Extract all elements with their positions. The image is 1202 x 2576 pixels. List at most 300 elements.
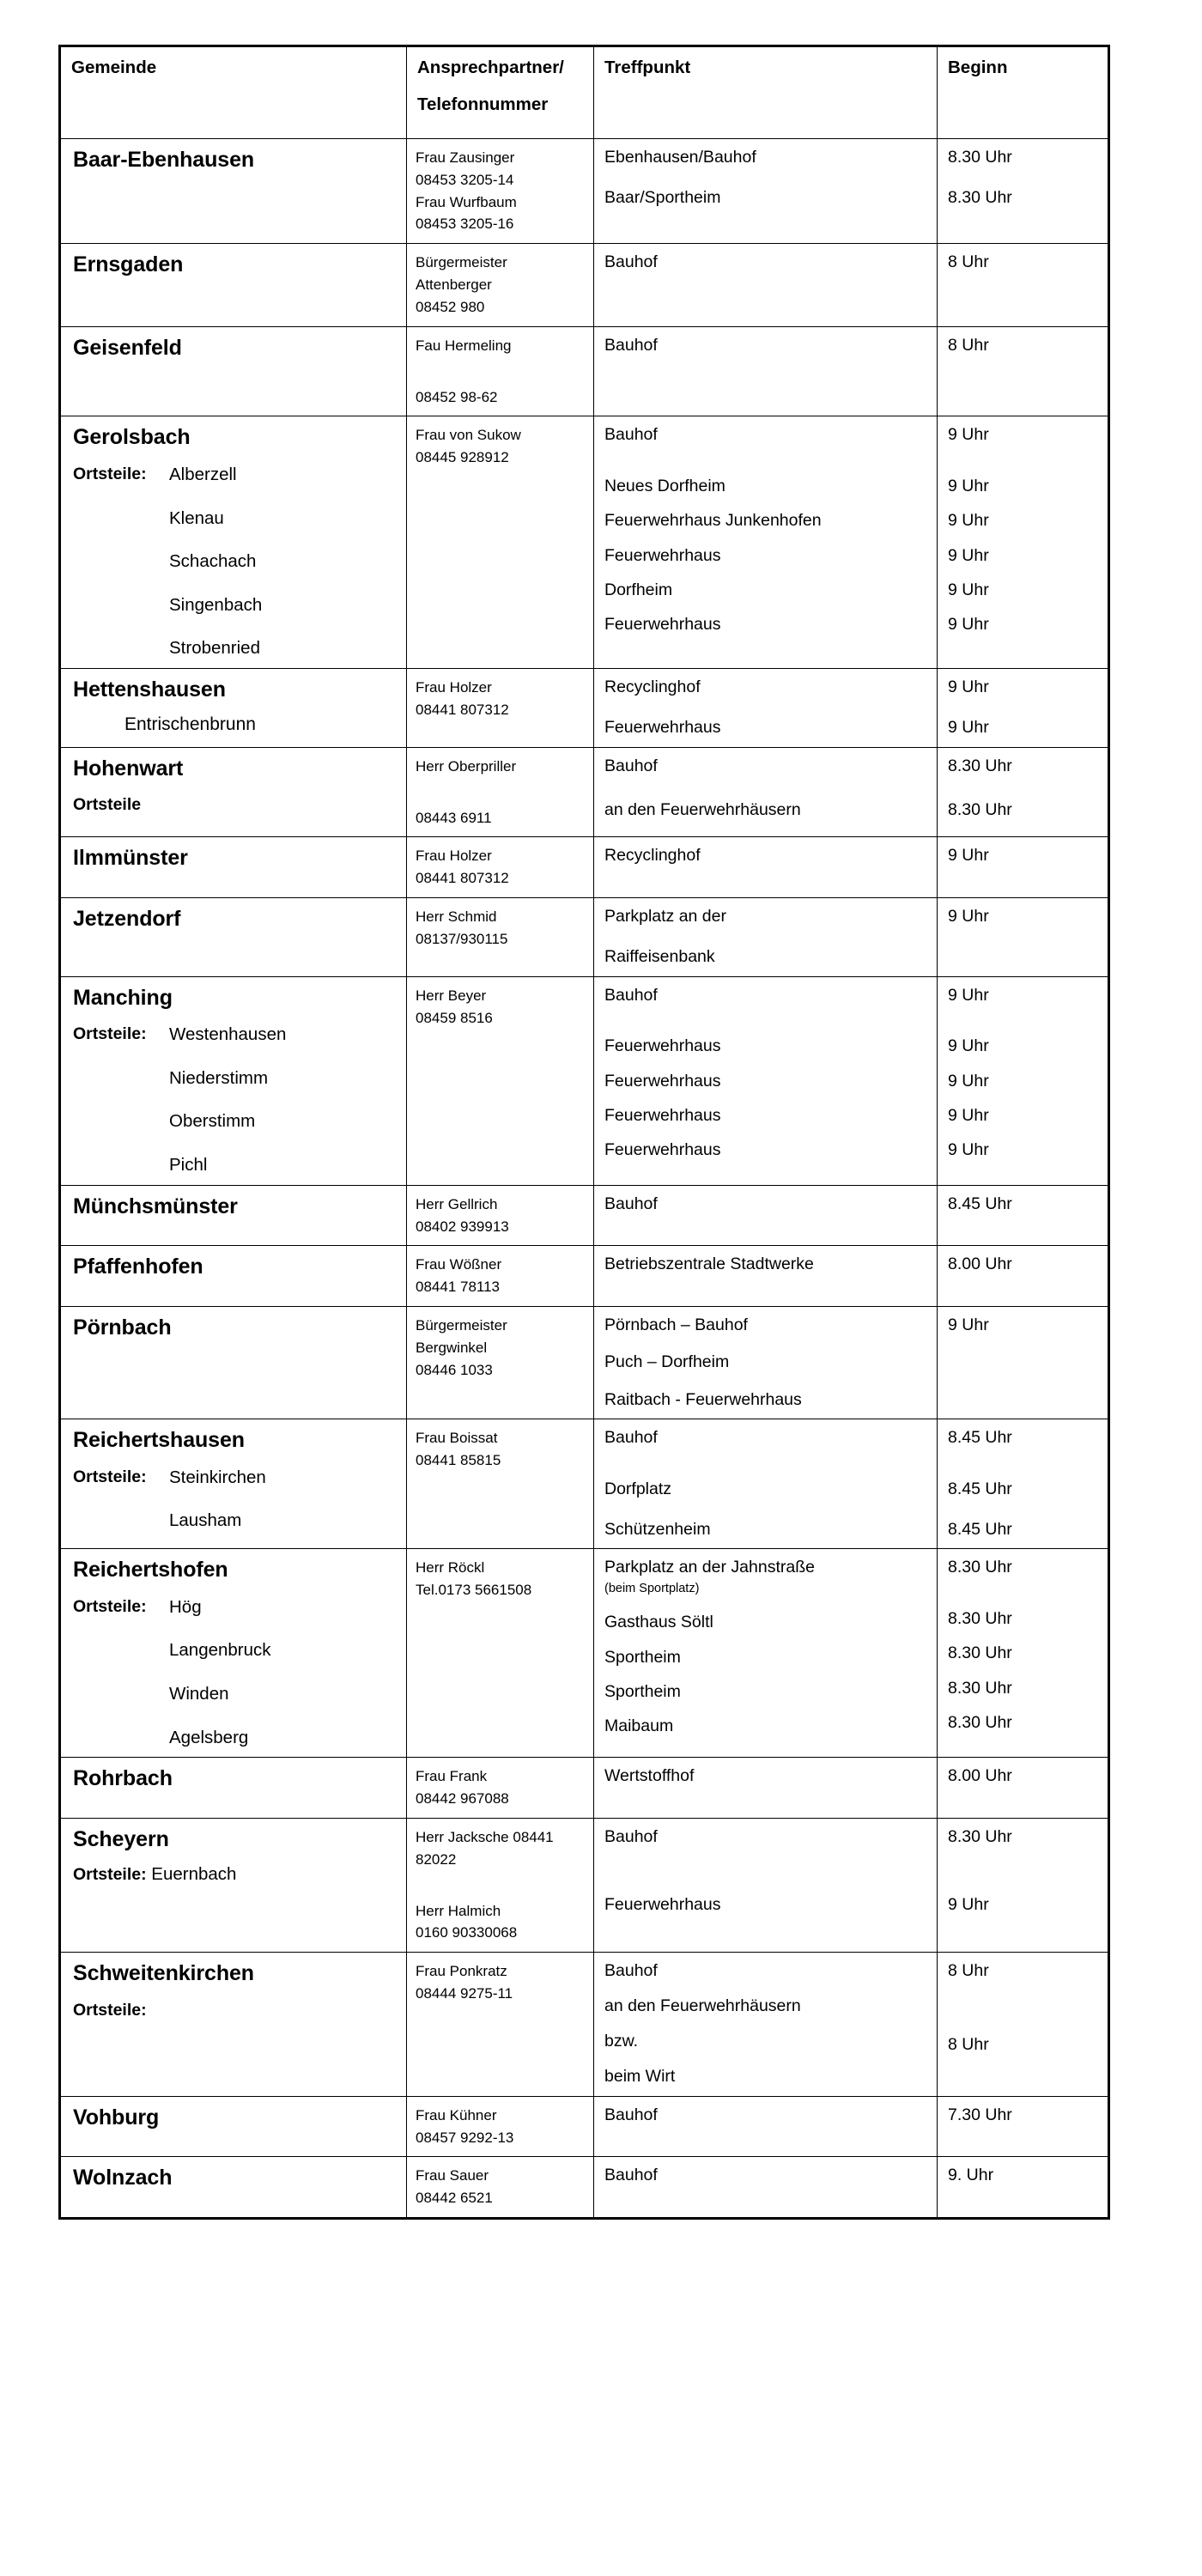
cell-treffpunkt xyxy=(594,1818,938,1952)
cell-ansprechpartner xyxy=(407,2096,594,2157)
treffpunkt-line: Maibaum xyxy=(604,1716,674,1736)
cell-gemeinde xyxy=(60,326,407,416)
gemeinde-name: Gerolsbach xyxy=(73,425,191,450)
beginn-line: 9 Uhr xyxy=(948,907,989,927)
ortsteil-row xyxy=(73,1024,399,1046)
cell-ansprechpartner xyxy=(407,1246,594,1307)
cell-gemeinde xyxy=(60,1953,407,2097)
table-row xyxy=(60,1246,1109,1307)
ortsteile-label: Ortsteile: xyxy=(73,1024,147,1044)
cell-gemeinde xyxy=(60,244,407,326)
cell-ansprechpartner xyxy=(407,416,594,668)
gemeinde-name: Ilmmünster xyxy=(73,846,188,871)
gemeinde-name: Ernsgaden xyxy=(73,252,184,277)
beginn-line: 8.30 Uhr xyxy=(948,188,1012,208)
ortsteil-row xyxy=(73,508,399,530)
beginn-line: 9 Uhr xyxy=(948,1315,989,1334)
treffpunkt-line: Bauhof xyxy=(604,1428,658,1448)
treffpunkt-line: Parkplatz an der Jahnstraße xyxy=(604,1558,815,1577)
header-row xyxy=(60,46,1109,139)
treffpunkt-line: Recyclinghof xyxy=(604,846,701,866)
ortsteile-label: Ortsteile xyxy=(73,795,142,815)
beginn-line: 9 Uhr xyxy=(948,545,989,565)
contact-line: 08453 3205-14 xyxy=(416,171,514,188)
gemeinde-name: Rohrbach xyxy=(73,1766,173,1791)
table-row xyxy=(60,1549,1109,1758)
cell-treffpunkt xyxy=(594,668,938,747)
treffpunkt-line: Feuerwehrhaus Junkenhofen xyxy=(604,511,822,531)
beginn-line: 7.30 Uhr xyxy=(948,2105,1012,2124)
gemeinde-name: Jetzendorf xyxy=(73,907,181,932)
cell-ansprechpartner xyxy=(407,1419,594,1549)
table-body xyxy=(60,139,1109,2219)
contact-line: Attenberger xyxy=(416,276,492,294)
gemeinde-subname: Entrischenbrunn xyxy=(124,714,256,735)
contact-line: 08446 1033 xyxy=(416,1361,493,1378)
beginn-line: 9 Uhr xyxy=(948,718,989,738)
treffpunkt-line: Sportheim xyxy=(604,1647,681,1667)
cell-gemeinde xyxy=(60,1549,407,1758)
beginn-line: 9 Uhr xyxy=(948,1140,989,1160)
cell-beginn xyxy=(938,1306,1109,1419)
cell-ansprechpartner xyxy=(407,976,594,1185)
cell-ansprechpartner xyxy=(407,1306,594,1419)
cell-gemeinde xyxy=(60,1818,407,1952)
beginn-line: 8.45 Uhr xyxy=(948,1428,1012,1448)
ortsteil-row xyxy=(73,1597,399,1619)
table-row xyxy=(60,139,1109,244)
table-row xyxy=(60,837,1109,898)
treffpunkt-line: Feuerwehrhaus xyxy=(604,1071,721,1091)
table-row xyxy=(60,326,1109,416)
beginn-line: 8.30 Uhr xyxy=(948,1826,1012,1846)
column-header-beginn: Beginn xyxy=(948,58,1008,77)
beginn-line: 9 Uhr xyxy=(948,1105,989,1125)
ortsteil-row xyxy=(73,1684,399,1705)
contact-line: 08441 807312 xyxy=(416,701,509,718)
cell-beginn xyxy=(938,2157,1109,2219)
contact-line: 08442 967088 xyxy=(416,1790,509,1807)
treffpunkt-note: (beim Sportplatz) xyxy=(604,1581,700,1595)
cell-ansprechpartner xyxy=(407,1818,594,1952)
cell-ansprechpartner xyxy=(407,747,594,837)
treffpunkt-line: Schützenheim xyxy=(604,1519,711,1539)
cell-ansprechpartner xyxy=(407,668,594,747)
ortsteile-label: Ortsteile: xyxy=(73,464,147,483)
beginn-line: 8.45 Uhr xyxy=(948,1194,1012,1213)
contact-line: Herr Halmich xyxy=(416,1902,501,1919)
beginn-line: 8.30 Uhr xyxy=(948,756,1012,775)
ortsteil-name: Steinkirchen xyxy=(169,1467,266,1487)
beginn-line: 9 Uhr xyxy=(948,615,989,635)
gemeinde-name: Hettenshausen xyxy=(73,677,226,702)
table-row xyxy=(60,416,1109,668)
header-cell-beginn xyxy=(938,46,1109,139)
table-header xyxy=(60,46,1109,139)
treffpunkt-line: Bauhof xyxy=(604,985,658,1005)
ortsteil-row xyxy=(73,1155,399,1176)
treffpunkt-line: Sportheim xyxy=(604,1681,681,1701)
header-cell-gemeinde xyxy=(60,46,407,139)
cell-ansprechpartner xyxy=(407,139,594,244)
cell-beginn xyxy=(938,1758,1109,1819)
cell-ansprechpartner xyxy=(407,1758,594,1819)
treffpunkt-line: Betriebszentrale Stadtwerke xyxy=(604,1255,814,1274)
treffpunkt-line: Neues Dorfheim xyxy=(604,476,725,495)
contact-line: 08452 98-62 xyxy=(416,388,498,405)
cell-gemeinde xyxy=(60,976,407,1185)
cell-gemeinde xyxy=(60,2157,407,2219)
cell-treffpunkt xyxy=(594,837,938,898)
beginn-line: 8.45 Uhr xyxy=(948,1519,1012,1539)
cell-treffpunkt xyxy=(594,747,938,837)
cell-gemeinde xyxy=(60,1185,407,1246)
treffpunkt-line: Wertstoffhof xyxy=(604,1766,695,1786)
cell-beginn xyxy=(938,1419,1109,1549)
treffpunkt-line: Bauhof xyxy=(604,1961,658,1981)
contact-line: Herr Jacksche 08441 xyxy=(416,1828,554,1845)
contact-line: Frau Holzer xyxy=(416,678,492,696)
cell-beginn xyxy=(938,747,1109,837)
header-cell-ansprechpartner xyxy=(407,46,594,139)
treffpunkt-line: Puch – Dorfheim xyxy=(604,1352,730,1372)
cell-treffpunkt xyxy=(594,1185,938,1246)
table-row xyxy=(60,898,1109,977)
cell-gemeinde xyxy=(60,898,407,977)
cell-ansprechpartner xyxy=(407,1953,594,2097)
ortsteil-name: Agelsberg xyxy=(169,1727,249,1747)
ortsteil-name: Oberstimm xyxy=(169,1111,256,1132)
cell-treffpunkt xyxy=(594,2157,938,2219)
treffpunkt-line: Bauhof xyxy=(604,1826,658,1846)
cell-beginn xyxy=(938,2096,1109,2157)
cell-gemeinde xyxy=(60,2096,407,2157)
ortsteile-list xyxy=(73,1024,399,1176)
gemeinde-name: Pfaffenhofen xyxy=(73,1255,203,1279)
treffpunkt-line: Bauhof xyxy=(604,1194,658,1213)
contact-line: Herr Oberpriller xyxy=(416,757,517,775)
ortsteil-row xyxy=(73,1728,399,1749)
beginn-line: 8 Uhr xyxy=(948,1961,989,1981)
contact-line: 08443 6911 xyxy=(416,809,492,826)
cell-beginn xyxy=(938,326,1109,416)
cell-ansprechpartner xyxy=(407,898,594,977)
treffpunkt-line: bzw. xyxy=(604,2031,639,2050)
table-row xyxy=(60,2096,1109,2157)
ortsteil-name: Lausham xyxy=(169,1510,242,1531)
beginn-line: 8.30 Uhr xyxy=(948,148,1012,167)
ortsteile-inline xyxy=(73,1864,399,1886)
gemeinde-name: Reichertshausen xyxy=(73,1428,245,1453)
ortsteil-row xyxy=(73,1467,399,1489)
contact-line: Bürgermeister xyxy=(416,1316,507,1334)
gemeinde-name: Manching xyxy=(73,985,173,1010)
contact-line: Frau Sauer xyxy=(416,2167,489,2184)
cell-beginn xyxy=(938,1185,1109,1246)
treffpunkt-line: Feuerwehrhaus xyxy=(604,545,721,565)
beginn-line: 8.30 Uhr xyxy=(948,1712,1012,1732)
beginn-line: 8.00 Uhr xyxy=(948,1255,1012,1274)
table-row xyxy=(60,1185,1109,1246)
ortsteil-name: Niederstimm xyxy=(169,1067,269,1088)
cell-treffpunkt xyxy=(594,1758,938,1819)
ortsteile-label: Ortsteile: xyxy=(73,1596,147,1616)
cell-gemeinde xyxy=(60,1758,407,1819)
ortsteile-label: Ortsteile: xyxy=(73,2000,147,2020)
cell-beginn xyxy=(938,668,1109,747)
treffpunkt-line: Feuerwehrhaus xyxy=(604,718,721,738)
column-header-gemeinde: Gemeinde xyxy=(71,58,157,77)
table-row xyxy=(60,976,1109,1185)
gemeinde-name: Pörnbach xyxy=(73,1315,172,1340)
cell-treffpunkt xyxy=(594,326,938,416)
contact-line: Herr Röckl xyxy=(416,1559,485,1577)
contact-line: Frau Boissat xyxy=(416,1430,498,1447)
cell-ansprechpartner xyxy=(407,2157,594,2219)
ortsteile-label xyxy=(73,1510,169,1532)
cell-treffpunkt xyxy=(594,976,938,1185)
treffpunkt-line: beim Wirt xyxy=(604,2067,676,2087)
ortsteil-row xyxy=(73,1640,399,1662)
treffpunkt-line: Feuerwehrhaus xyxy=(604,1140,721,1160)
ortsteile-list xyxy=(73,465,399,659)
treffpunkt-line: Bauhof xyxy=(604,335,658,355)
cell-beginn xyxy=(938,976,1109,1185)
cell-ansprechpartner xyxy=(407,326,594,416)
contact-line: 08442 6521 xyxy=(416,2190,493,2207)
ortsteil-name: Winden xyxy=(169,1684,229,1704)
cell-gemeinde xyxy=(60,668,407,747)
contact-line: 0160 90330068 xyxy=(416,1924,518,1941)
gemeinde-name: Vohburg xyxy=(73,2105,160,2129)
treffpunkt-line: Bauhof xyxy=(604,2105,658,2124)
ortsteil-name: Euernbach xyxy=(146,1864,237,1885)
beginn-line: 9 Uhr xyxy=(948,1895,989,1915)
cell-beginn xyxy=(938,898,1109,977)
cell-gemeinde xyxy=(60,837,407,898)
ortsteile-label: Ortsteile: xyxy=(73,1467,147,1486)
cell-gemeinde xyxy=(60,416,407,668)
contact-line: Frau Zausinger xyxy=(416,149,515,166)
treffpunkt-line: Gasthaus Söltl xyxy=(604,1613,713,1632)
ortsteil-name: Singenbach xyxy=(169,594,263,615)
treffpunkt-line: Feuerwehrhaus xyxy=(604,1105,721,1125)
ortsteil-row xyxy=(73,595,399,617)
header-cell-treffpunkt xyxy=(594,46,938,139)
treffpunkt-line: Feuerwehrhaus xyxy=(604,1036,721,1056)
ortsteil-name: Pichl xyxy=(169,1155,208,1176)
contact-line: Frau Frank xyxy=(416,1768,488,1785)
gemeinde-name: Münchsmünster xyxy=(73,1194,238,1218)
treffpunkt-line: Bauhof xyxy=(604,756,658,775)
beginn-line: 8.30 Uhr xyxy=(948,1608,1012,1628)
beginn-line: 9 Uhr xyxy=(948,677,989,696)
contact-line: 08452 980 xyxy=(416,298,485,315)
cell-ansprechpartner xyxy=(407,837,594,898)
ortsteile-list xyxy=(73,1597,399,1748)
gemeinde-name: Hohenwart xyxy=(73,756,184,781)
contact-line: Frau Wurfbaum xyxy=(416,193,517,210)
contact-line: 82022 xyxy=(416,1850,457,1868)
ortsteil-row xyxy=(73,1068,399,1090)
beginn-line: 9. Uhr xyxy=(948,2166,994,2185)
ortsteil-row xyxy=(73,1510,399,1532)
ortsteil-name: Strobenried xyxy=(169,638,260,659)
contact-spacer xyxy=(416,778,586,807)
table-row xyxy=(60,747,1109,837)
beginn-line: 8.30 Uhr xyxy=(948,1678,1012,1698)
cell-ansprechpartner xyxy=(407,1185,594,1246)
column-header-ansprechpartner-line2: Telefonnummer xyxy=(417,94,549,114)
treffpunkt-line: Bauhof xyxy=(604,2166,658,2185)
beginn-line: 9 Uhr xyxy=(948,580,989,600)
table-row xyxy=(60,1758,1109,1819)
ortsteile-label xyxy=(73,595,169,617)
beginn-line: 8.30 Uhr xyxy=(948,1643,1012,1663)
cell-beginn xyxy=(938,139,1109,244)
cell-gemeinde xyxy=(60,1246,407,1307)
table-row xyxy=(60,668,1109,747)
contact-spacer xyxy=(416,357,586,386)
cell-beginn xyxy=(938,1818,1109,1952)
gemeinde-name: Schweitenkirchen xyxy=(73,1961,254,1986)
cell-gemeinde xyxy=(60,1419,407,1549)
treffpunkt-line: Dorfheim xyxy=(604,580,673,600)
treffpunkt-line: Baar/Sportheim xyxy=(604,188,721,208)
cell-ansprechpartner xyxy=(407,1549,594,1758)
contact-line: 08441 85815 xyxy=(416,1451,501,1468)
treffpunkt-line: Bauhof xyxy=(604,252,658,272)
cell-treffpunkt xyxy=(594,139,938,244)
contact-line: 08457 9292-13 xyxy=(416,2129,514,2146)
ortsteil-row xyxy=(73,1111,399,1133)
gemeinde-name: Reichertshofen xyxy=(73,1558,228,1583)
ortsteile-label xyxy=(73,1111,169,1133)
treffpunkt-line: Raiffeisenbank xyxy=(604,947,715,967)
beginn-line: 9 Uhr xyxy=(948,846,989,866)
contact-line: Frau Holzer xyxy=(416,848,492,865)
beginn-line: 8.30 Uhr xyxy=(948,800,1012,820)
cell-treffpunkt xyxy=(594,898,938,977)
table-row xyxy=(60,2157,1109,2219)
beginn-line: 8 Uhr xyxy=(948,335,989,355)
contact-line: Herr Schmid xyxy=(416,908,497,926)
contact-line: Frau Kühner xyxy=(416,2106,497,2123)
cell-gemeinde xyxy=(60,139,407,244)
ortsteil-name: Klenau xyxy=(169,507,224,528)
treffpunkt-line: Parkplatz an der xyxy=(604,907,726,927)
gemeinde-name: Wolnzach xyxy=(73,2166,173,2190)
ortsteile-label xyxy=(73,1068,169,1090)
cell-beginn xyxy=(938,1246,1109,1307)
contact-line: Frau Ponkratz xyxy=(416,1963,507,1980)
beginn-line: 8.00 Uhr xyxy=(948,1766,1012,1786)
beginn-line: 9 Uhr xyxy=(948,511,989,531)
table-row xyxy=(60,1818,1109,1952)
contact-line: 08441 807312 xyxy=(416,870,509,887)
ortsteil-name: Hög xyxy=(169,1596,202,1617)
contact-line: 08445 928912 xyxy=(416,449,509,466)
treffpunkt-line: Pörnbach – Bauhof xyxy=(604,1315,748,1334)
treffpunkt-line: Feuerwehrhaus xyxy=(604,615,721,635)
ortsteile-label xyxy=(73,1155,169,1176)
column-header-ansprechpartner-line1: Ansprechpartner/ xyxy=(417,58,564,77)
gemeinde-name: Baar-Ebenhausen xyxy=(73,148,255,172)
beginn-line: 9 Uhr xyxy=(948,476,989,495)
cell-treffpunkt xyxy=(594,416,938,668)
beginn-line: 8 Uhr xyxy=(948,252,989,272)
contact-line: Frau von Sukow xyxy=(416,427,521,444)
column-header-treffpunkt: Treffpunkt xyxy=(604,58,691,77)
ortsteil-name: Schachach xyxy=(169,551,257,572)
treffpunkt-line: Ebenhausen/Bauhof xyxy=(604,148,756,167)
cell-beginn xyxy=(938,837,1109,898)
cell-gemeinde xyxy=(60,1306,407,1419)
contact-line: 08402 939913 xyxy=(416,1218,509,1235)
contact-line: 08444 9275-11 xyxy=(416,1985,513,2002)
beginn-line: 9 Uhr xyxy=(948,1071,989,1091)
treffpunkt-line: Raitbach - Feuerwehrhaus xyxy=(604,1389,802,1409)
treffpunkt-line: Feuerwehrhaus xyxy=(604,1895,721,1915)
ortsteil-name: Alberzell xyxy=(169,464,237,484)
cell-treffpunkt xyxy=(594,2096,938,2157)
ortsteile-label xyxy=(73,1728,169,1749)
ortsteile-label xyxy=(73,551,169,573)
table-row xyxy=(60,1306,1109,1419)
table-row xyxy=(60,244,1109,326)
contact-line: Frau Wößner xyxy=(416,1256,502,1273)
cell-treffpunkt xyxy=(594,244,938,326)
beginn-line: 9 Uhr xyxy=(948,1036,989,1056)
cell-beginn xyxy=(938,244,1109,326)
cell-beginn xyxy=(938,416,1109,668)
cell-gemeinde xyxy=(60,747,407,837)
cell-beginn xyxy=(938,1549,1109,1758)
contact-line: 08459 8516 xyxy=(416,1009,493,1026)
table-row xyxy=(60,1953,1109,2097)
ortsteile-label xyxy=(73,1684,169,1705)
ortsteil-name: Langenbruck xyxy=(169,1640,271,1661)
gemeinde-name: Scheyern xyxy=(73,1826,169,1851)
ortsteil-row xyxy=(73,638,399,659)
ortsteil-row xyxy=(73,465,399,486)
gemeinde-schedule-table xyxy=(58,45,1110,2220)
cell-treffpunkt xyxy=(594,1419,938,1549)
contact-line: 08137/930115 xyxy=(416,930,508,947)
beginn-line: 9 Uhr xyxy=(948,985,989,1005)
ortsteil-row xyxy=(73,551,399,573)
contact-line: 08453 3205-16 xyxy=(416,216,514,233)
ortsteil-name: Westenhausen xyxy=(169,1024,287,1045)
contact-line: Tel.0173 5661508 xyxy=(416,1582,532,1599)
table-row xyxy=(60,1419,1109,1549)
gemeinde-name: Geisenfeld xyxy=(73,335,182,360)
contact-line: 08441 78113 xyxy=(416,1279,501,1296)
cell-treffpunkt xyxy=(594,1246,938,1307)
beginn-line: 8.30 Uhr xyxy=(948,1558,1012,1577)
contact-line: Bürgermeister xyxy=(416,254,507,271)
cell-treffpunkt xyxy=(594,1306,938,1419)
cell-beginn xyxy=(938,1953,1109,2097)
contact-line: Herr Gellrich xyxy=(416,1195,498,1212)
cell-ansprechpartner xyxy=(407,244,594,326)
beginn-line: 9 Uhr xyxy=(948,425,989,445)
treffpunkt-line: an den Feuerwehrhäusern xyxy=(604,800,801,820)
cell-treffpunkt xyxy=(594,1953,938,2097)
beginn-line: 8.45 Uhr xyxy=(948,1479,1012,1498)
ortsteile-label xyxy=(73,638,169,659)
treffpunkt-line: Bauhof xyxy=(604,425,658,445)
